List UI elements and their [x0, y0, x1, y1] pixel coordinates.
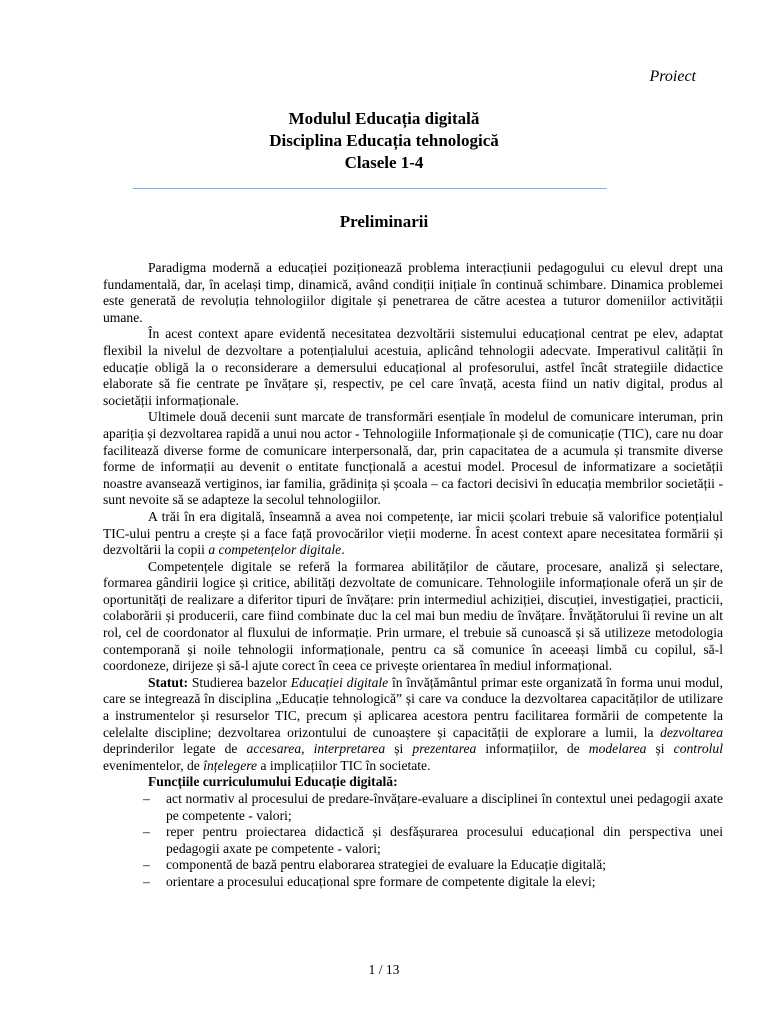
paragraph-5: Competențele digitale se referă la formarea abilităților de căutare, procesare, analiză și selectare, formarea gândirii logice și critice, abilități dezvoltate de comunicare. Tehnologiile informaționale oferă un șir de oportunități de realizare a diferitor tipuri de învățare: prin intermediul achiziției, discuției, investigației, practicii, colaborării și producerii, care fiind combinate duc la cel mai bun mediu de învățare. Învățătorului îi revine un alt rol, cel de coordonator al fluxului de informație. Prin urmare, el trebuie să cunoască și să utilizeze metodologia contemporană și noile tehnologii informaționale, pentru ca să comunice în aceeași limbă cu copilul, să-l coordoneze, dirijeze și să-l ajute corect în ceea ce privește orientarea în mediul informațional.: [103, 558, 723, 674]
document-body: [103, 260, 723, 891]
project-label: Proiect: [649, 68, 696, 85]
status-emphasis-f: accesarea: [246, 741, 302, 757]
status-text-a: Studierea bazelor: [188, 674, 291, 690]
header-discipline-title: Disciplina Educația tehnologică: [269, 131, 499, 150]
list-item-text: act normativ al procesului de predare-învățare-evaluare a disciplinei în contextul unei pedagogii axate pe competente - valori;: [166, 791, 723, 823]
status-emphasis-h: interpretarea: [313, 741, 386, 757]
paragraph-4-end: .: [341, 542, 345, 558]
paragraph-3: Ultimele două decenii sunt marcate de transformări esențiale în modelul de comunicare interuman, prin apariția și dezvoltarea rapidă a unui nou actor - Tehnologiile Informaționale și de comunicație (TIC), care nu doar facilitează diverse forme de comunicare interpersonală, dar, prin capacitatea de a acumula și transmite diverse forme de informații au devenit o entitate funcțională a acestui model. Procesul de informatizare a societății noastre avansează vertiginos, iar familia, grădinița și școala – ca factori decisivi în educația membrilor societății - sunt nevoite să se adapteze la secolul tehnologiilor.: [103, 409, 723, 508]
header-module-title: Modulul Educația digitală: [288, 109, 480, 128]
paragraph-4: [103, 509, 723, 559]
status-emphasis-d: dezvoltarea: [660, 724, 723, 740]
list-item: [103, 824, 723, 857]
paragraph-4-emphasis: a competențelor digitale: [208, 542, 342, 558]
list-item: [103, 874, 723, 891]
status-emphasis-p: înțelegere: [203, 757, 258, 773]
functions-heading: Funcțiile curriculumului Educație digitală:: [148, 774, 398, 790]
status-text-o: evenimentelor, de: [103, 757, 204, 773]
status-text-e: deprinderilor legate de: [103, 741, 247, 757]
status-emphasis-n: controlul: [673, 741, 724, 757]
list-item-text: componentă de bază pentru elaborarea strategiei de evaluare la Educație digitală;: [166, 857, 607, 873]
status-text-g: ,: [301, 741, 314, 757]
header-grades: Clasele 1-4: [344, 153, 424, 172]
list-item: [103, 857, 723, 874]
page-number: 1 / 13: [368, 962, 400, 977]
status-text-i: și: [385, 741, 413, 757]
dash-bullet-icon: –: [143, 791, 150, 806]
paragraph-status: [103, 675, 723, 775]
status-emphasis-l: modelarea: [588, 741, 647, 757]
status-label: Statut:: [148, 674, 189, 690]
dash-bullet-icon: –: [143, 857, 150, 873]
status-emphasis-j: prezentarea: [412, 741, 477, 757]
paragraph-4-text: A trăi în era digitală, înseamnă a avea noi competențe, iar micii școlari trebuie să valorifice potențialul TIC-ului pentru a crește și a face față provocărilor vieții moderne. În acest context apare necesitatea formării și dezvoltării la copii: [103, 508, 723, 558]
dash-bullet-icon: –: [143, 873, 150, 889]
list-item-text: reper pentru proiectarea didactică și desfășurarea procesului educațional din perspectiva unei pedagogii axate pe competente - valori;: [166, 824, 723, 856]
document-header: [0, 108, 768, 174]
section-title: Preliminarii: [339, 212, 429, 231]
status-text-q: a implicațiilor TIC în societate.: [257, 757, 431, 773]
dash-bullet-icon: –: [143, 824, 150, 840]
functions-list: [103, 791, 723, 891]
status-text-k: informațiilor, de: [476, 741, 589, 757]
list-item: [103, 791, 723, 824]
header-divider: [133, 188, 607, 189]
paragraph-2: În acest context apare evidentă necesitatea dezvoltării sistemului educațional centrat pe elev, adaptat flexibil la nivelul de dezvoltare a potențialului acestuia, aplicând tehnologii adecvate. Imperativul calității în educație obligă la o reconsiderare a demersului educațional al profesorului, astfel încât strategiile didactice elaborate să fie centrate pe învățare și, respectiv, pe cel care învață, acesta fiind un nativ digital, produs al societății informaționale.: [103, 326, 723, 408]
status-emphasis-b: Educației digitale: [290, 674, 389, 690]
paragraph-1: Paradigma modernă a educației poziționează problema interacțiunii pedagogului cu elevul drept una fundamentală, dar, în același timp, dinamică, având condiții inițiale în continuă schimbare. Dinamica problemei este generată de revoluția tehnologiilor digitale și penetrarea de către acestea a tuturor domeniilor activității umane.: [103, 260, 723, 325]
status-text-c: în învățământul primar este organizată în forma unui modul, care se integrează în disciplina „Educație tehnologică” și care va conduce la dezvoltarea capacităților de utilizare a instrumentelor și resurselor TIC, precum și aplicarea acestora pentru facilitarea formării de competente la celelalte discipline; dezvoltarea orizontului de cunoaștere și capacității de explorare a lumii, la: [103, 674, 723, 740]
status-text-m: și: [646, 741, 674, 757]
list-item-text: orientare a procesului educațional spre formare de competente digitale la elevi;: [166, 873, 596, 889]
